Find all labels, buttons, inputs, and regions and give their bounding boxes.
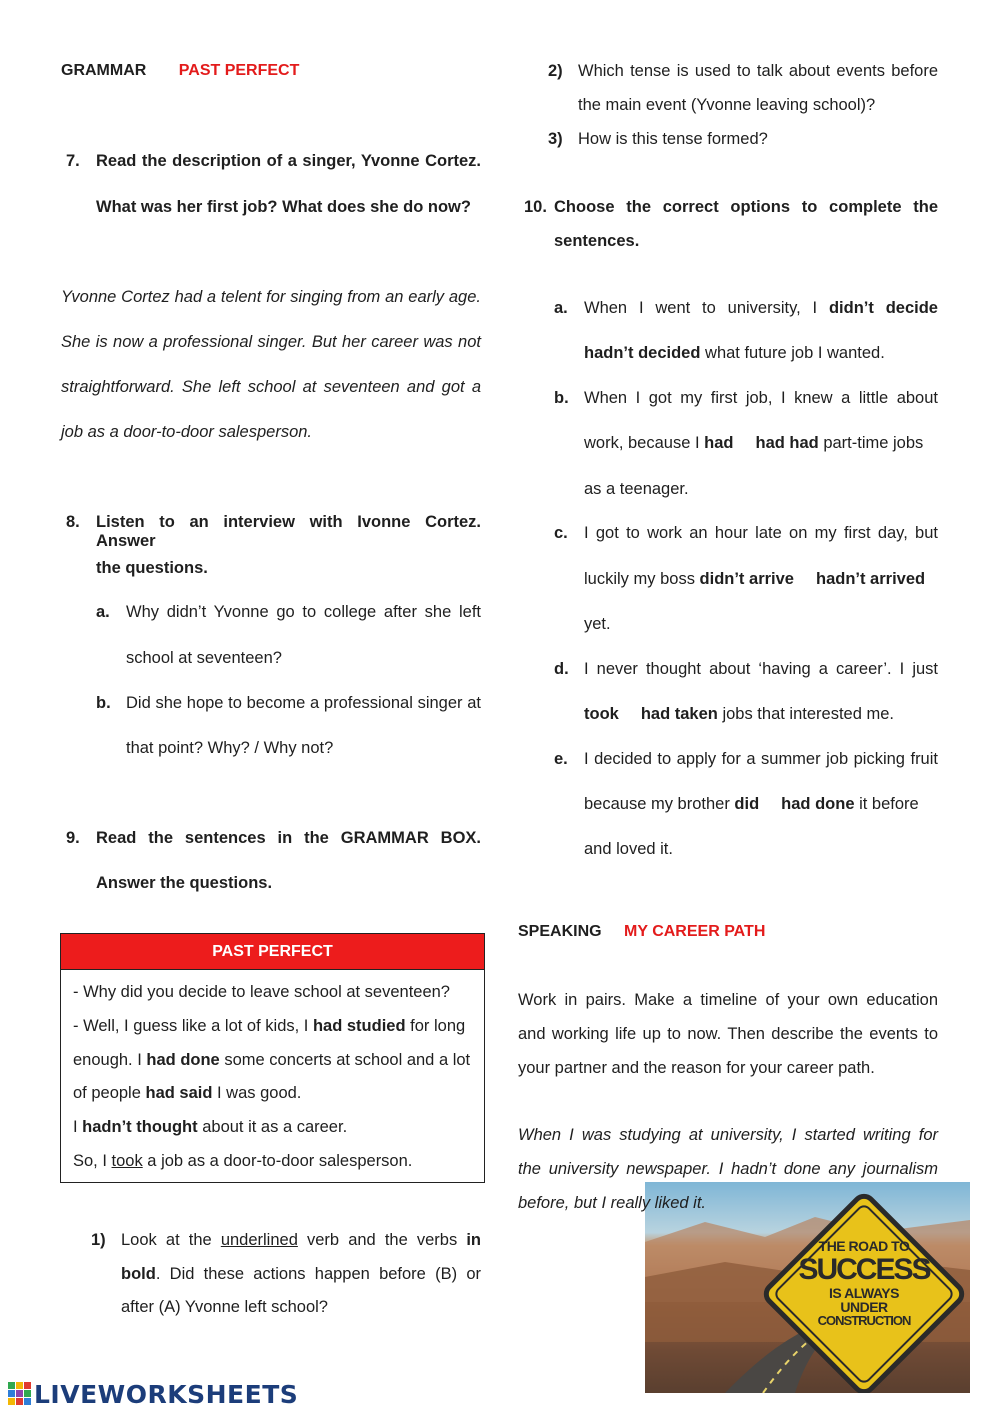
q8-a-label: a. (96, 603, 110, 621)
q10-a-line2 (584, 344, 885, 363)
bold-word: bold (121, 1265, 156, 1283)
q9-sub1-line2 (121, 1265, 481, 1284)
option-2[interactable]: hadn’t arrived (815, 570, 926, 588)
grammar-box-line-5 (73, 1111, 472, 1145)
bold-word: in (466, 1231, 481, 1249)
q10-e-line3: and loved it. (584, 840, 673, 858)
sign-line-5: CONSTRUCTION (817, 1313, 911, 1328)
q9-sub1-line1 (121, 1231, 481, 1250)
speaking-para-line-1: Work in pairs. Make a timeline of your own education (518, 991, 938, 1009)
text-span: . Did these actions happen before (B) or (155, 1265, 481, 1283)
text-span: luckily my boss (584, 570, 700, 588)
reading-line-2: She is now a professional singer. But her career was not (61, 333, 481, 351)
text-span: about it as a career. (197, 1118, 348, 1137)
q8-line2: the questions. (96, 559, 208, 577)
option-1[interactable]: didn’t arrive (699, 570, 794, 588)
q9-line2: Answer the questions. (96, 874, 273, 892)
text-span: a job as a door-to-door salesperson. (142, 1151, 413, 1170)
section-label-speaking (518, 923, 765, 941)
grammar-box-line-6 (73, 1145, 472, 1179)
grammar-box (60, 933, 485, 1183)
q10-number: 10. (524, 198, 547, 216)
q10-b-line2 (584, 434, 938, 453)
q9-sub3-line1: How is this tense formed? (578, 130, 768, 148)
q8-number: 8. (66, 513, 80, 531)
q9-sub2-line1: Which tense is used to talk about events before (578, 62, 938, 80)
section-label-grammar (61, 62, 299, 80)
speaking-para-line-3: your partner and the reason for your career path. (518, 1059, 875, 1077)
q10-d-line2 (584, 705, 894, 724)
text-span: - Well, I guess like a lot of kids, I (73, 1016, 313, 1035)
text-span: When I went to university, I (584, 299, 829, 317)
sign-line-1: THE ROAD TO (818, 1238, 910, 1254)
q10-a-label: a. (554, 299, 568, 317)
q8-b-line1: Did she hope to become a professional singer at (126, 694, 481, 712)
q10-line2: sentences. (554, 232, 640, 250)
sign-line-2: SUCCESS (798, 1253, 930, 1286)
q10-d-label: d. (554, 660, 569, 678)
q10-a-line1 (584, 299, 938, 318)
sign-line-4: UNDER (840, 1299, 888, 1315)
q9-sub3-number: 3) (548, 130, 563, 148)
grammar-box-line-3 (73, 1044, 472, 1078)
q9-number: 9. (66, 829, 80, 847)
option-1[interactable]: didn’t decide (828, 299, 938, 317)
bold-verb: hadn’t thought (82, 1118, 198, 1137)
reading-line-1: Yvonne Cortez had a telent for singing from an early age. (61, 288, 481, 306)
text-span: I was good. (212, 1084, 302, 1103)
option-2[interactable]: had done (781, 795, 855, 813)
underlined-verb: took (111, 1151, 143, 1170)
text-span: verb and the verbs (297, 1231, 467, 1249)
bold-verb: had studied (312, 1016, 406, 1035)
grammar-box-body (61, 970, 484, 1179)
q10-b-line3: as a teenager. (584, 480, 689, 498)
q7-line2: What was her first job? What does she do now? (96, 198, 471, 216)
q10-c-line3: yet. (584, 615, 611, 633)
text-span: Look at the (121, 1231, 221, 1249)
option-1[interactable]: did (734, 795, 760, 813)
q10-d-line1: I never thought about ‘having a career’. I just (584, 660, 938, 678)
reading-line-3: straightforward. She left school at seventeen and got a (61, 378, 481, 396)
q10-e-line2 (584, 795, 938, 814)
text-span: for long (405, 1016, 466, 1035)
sign-text (797, 1239, 931, 1327)
text-span: it before (854, 795, 919, 813)
speaking-example-line-2: the university newspaper. I hadn’t done any journalism (518, 1160, 938, 1178)
bold-verb: had said (145, 1084, 213, 1103)
liveworksheets-logo-icon (8, 1382, 32, 1408)
reading-line-4: job as a door-to-door salesperson. (61, 423, 313, 441)
q9-line1: Read the sentences in the GRAMMAR BOX. (96, 829, 481, 847)
grammar-topic: PAST PERFECT (178, 62, 300, 79)
text-span: some concerts at school and a lot (219, 1050, 471, 1069)
q9-sub2-number: 2) (548, 62, 563, 80)
q9-sub1-line3: after (A) Yvonne left school? (121, 1298, 328, 1316)
text-span: work, because I (584, 434, 705, 452)
q8-a-line1: Why didn’t Yvonne go to college after she left (126, 603, 481, 621)
grammar-box-line-4 (73, 1077, 472, 1111)
q10-e-line1: I decided to apply for a summer job picking fruit (584, 750, 938, 768)
q8-line1: Listen to an interview with Ivonne Cortez. Answer (96, 513, 481, 550)
grammar-box-line-2 (73, 1010, 472, 1044)
text-span: of people (73, 1084, 146, 1103)
q9-sub1-number: 1) (91, 1231, 106, 1249)
q10-line1: Choose the correct options to complete the (554, 198, 938, 216)
grammar-box-title: PAST PERFECT (61, 934, 484, 970)
option-2[interactable]: had had (755, 434, 819, 452)
text-span: what future job I wanted. (700, 344, 885, 362)
q8-a-line2: school at seventeen? (126, 649, 282, 667)
bold-verb: had done (146, 1050, 220, 1069)
text-span: I (73, 1118, 83, 1137)
q10-c-label: c. (554, 524, 568, 542)
q8-b-label: b. (96, 694, 111, 712)
grammar-box-line-1: - Why did you decide to leave school at seventeen? (73, 983, 450, 1001)
q10-e-label: e. (554, 750, 568, 768)
text-span: jobs that interested me. (717, 705, 894, 723)
text-span: because my brother (584, 795, 735, 813)
text-span: part-time jobs (818, 434, 924, 452)
underlined-word: underlined (220, 1231, 298, 1249)
option-2[interactable]: had taken (640, 705, 718, 723)
option-1[interactable]: had (704, 434, 734, 452)
q10-b-line1: When I got my first job, I knew a little about (584, 389, 938, 407)
q10-c-line1: I got to work an hour late on my first day, but (584, 524, 938, 542)
q7-line1: Read the description of a singer, Yvonne Cortez. (96, 152, 481, 170)
option-1[interactable]: took (584, 705, 619, 723)
q7-number: 7. (66, 152, 80, 170)
grammar-label: GRAMMAR (61, 62, 147, 79)
text-span: So, I (73, 1151, 112, 1170)
speaking-example-line-3: before, but I really liked it. (518, 1194, 707, 1212)
q9-sub2-line2: the main event (Yvonne leaving school)? (578, 96, 876, 114)
speaking-para-line-2: and working life up to now. Then describe the events to (518, 1025, 938, 1043)
speaking-example-line-1: When I was studying at university, I started writing for (518, 1126, 938, 1144)
q8-b-line2: that point? Why? / Why not? (126, 739, 334, 757)
text-span: enough. I (73, 1050, 147, 1069)
speaking-topic: MY CAREER PATH (624, 923, 766, 940)
q10-c-line2 (584, 570, 938, 589)
option-2[interactable]: hadn’t decided (584, 344, 701, 362)
q10-b-label: b. (554, 389, 569, 407)
logo-text: LIVEWORKSHEETS (34, 1380, 299, 1409)
speaking-label: SPEAKING (518, 923, 602, 940)
sign-line-3: IS ALWAYS (829, 1285, 899, 1301)
road-sign-photo (645, 1182, 970, 1393)
footer-logo[interactable] (8, 1380, 298, 1409)
